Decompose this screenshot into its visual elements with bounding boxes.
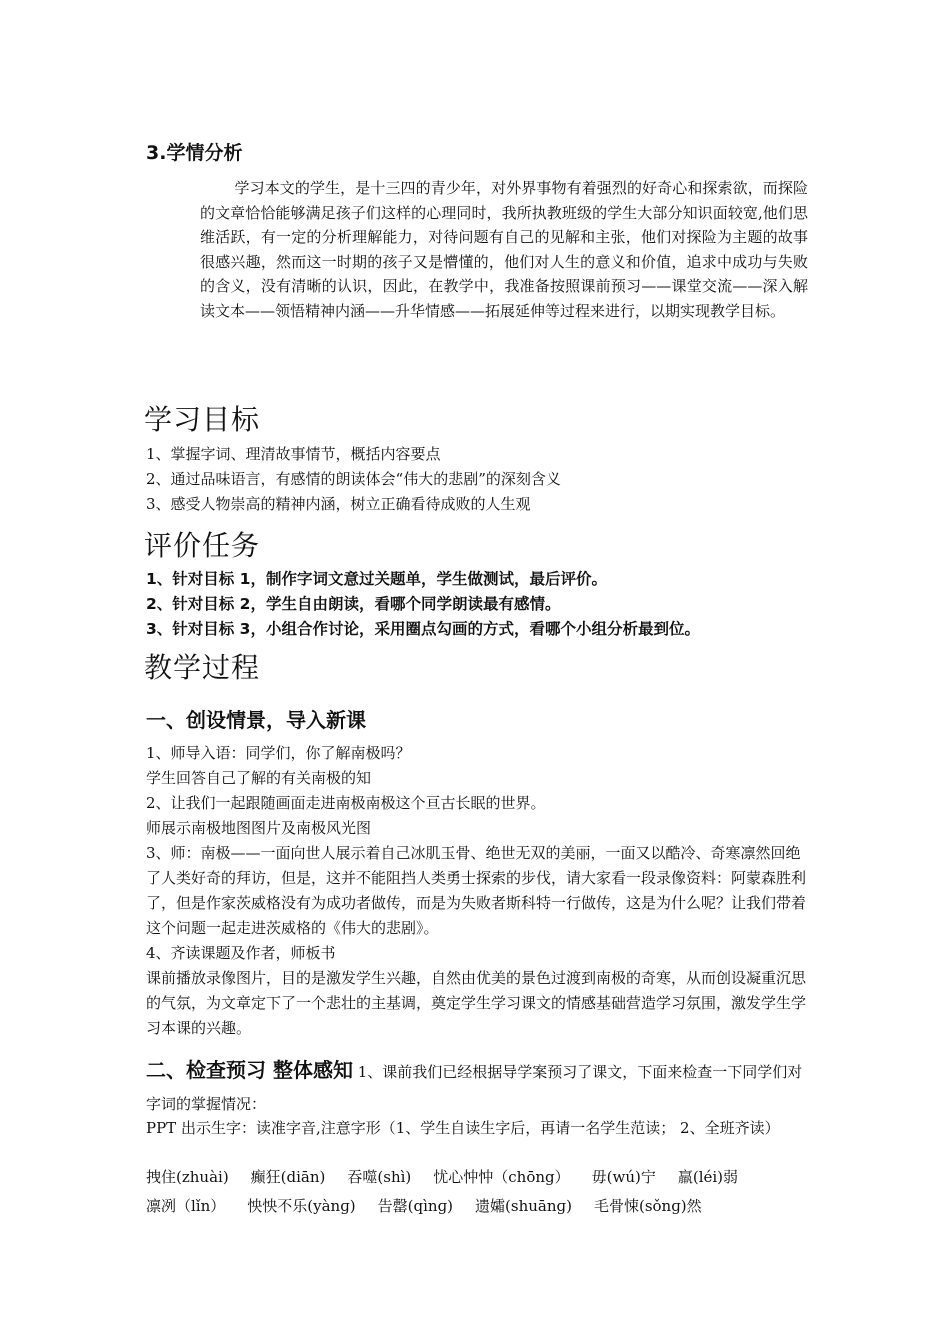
pinyin-row bbox=[146, 1163, 826, 1192]
word-item: 毛骨悚(sǒnɡ)然 bbox=[593, 1197, 702, 1215]
list-item: 2、通过品味语言，有感情的朗读体会“伟大的悲剧”的深刻含义 bbox=[146, 470, 561, 488]
word-item: 怏怏不乐(yànɡ) bbox=[247, 1197, 356, 1215]
paragraph: 1、师导入语：同学们，你了解南极吗？ bbox=[146, 744, 411, 762]
paragraph: 3、师：南极——一面向世人展示着自己冰肌玉骨、绝世无双的美丽，一面又以酷冷、奇寒凛然回绝了人类好奇的拜访，但是，这并不能阻挡人类勇士探索的步伐，请大家看一段录像资料：阿蒙森胜利了，但是作家茨威格没有为成功者做传，而是为失败者斯科特一行做传，这是为什么呢？让我们带着这个问题一起走进茨威格的《伟大的悲剧》。 bbox=[146, 844, 807, 937]
word-item: 凛冽（lǐn） bbox=[146, 1197, 226, 1215]
paragraph: 4、齐读课题及作者，师板书 bbox=[146, 944, 336, 962]
list-item: 3、针对目标 3，小组合作讨论，采用圈点勾画的方式，看哪个小组分析最到位。 bbox=[146, 620, 700, 638]
word-item: 羸(léi)弱 bbox=[677, 1168, 739, 1186]
goals-list bbox=[146, 442, 826, 517]
list-item: 2、针对目标 2，学生自由朗读，看哪个同学朗读最有感情。 bbox=[146, 595, 561, 613]
list-item: 1、针对目标 1，制作字词文意过关题单，学生做测试，最后评价。 bbox=[146, 570, 607, 588]
part2-intro: 1、课前我们已经根据导学案预习了课文，下面来检查一下同学们对字词的掌握情况： bbox=[146, 1063, 803, 1113]
process-heading: 教学过程 bbox=[144, 651, 261, 684]
part1-heading: 一、创设情景，导入新课 bbox=[146, 708, 366, 732]
part2-block bbox=[146, 1054, 806, 1120]
word-item: 告罄(qìnɡ) bbox=[377, 1197, 454, 1215]
paragraph: 2、让我们一起跟随画面走进南极南极这个亘古长眠的世界。 bbox=[146, 794, 546, 812]
list-item: 1、掌握字词、理清故事情节，概括内容要点 bbox=[146, 445, 441, 463]
pinyin-row bbox=[146, 1192, 826, 1221]
part2-heading: 二、检查预习 整体感知 bbox=[146, 1058, 353, 1082]
word-item: 吞噬(shì) bbox=[347, 1168, 412, 1186]
paragraph: 课前播放录像图片，目的是激发学生兴趣，自然由优美的景色过渡到南极的奇寒，从而创设凝重沉思的气氛，为文章定下了一个悲壮的主基调，奠定学生学习课文的情感基础营造学习氛围，激发学生学习本课的兴趣。 bbox=[146, 969, 807, 1037]
analysis-paragraph: 学习本文的学生，是十三四的青少年，对外界事物有着强烈的好奇心和探索欲，而探险的文章恰恰能够满足孩子们这样的心理同时，我所执教班级的学生大部分知识面较宽,他们思维活跃，有一定的分析理解能力，对待问题有自己的见解和主张，他们对探险为主题的故事很感兴趣，然而这一时期的孩子又是懵懂的，他们对人生的意义和价值，追求中成功与失败的含义，没有清晰的认识，因此，在教学中，我准备按照课前预习——课堂交流——深入解读文本——领悟精神内涵——升华情感——拓展延伸等过程来进行，以期实现教学目标。 bbox=[200, 179, 808, 320]
evaluation-list bbox=[146, 567, 846, 642]
section-heading-analysis: 3.学情分析 bbox=[146, 142, 243, 164]
paragraph: 师展示南极地图图片及南极风光图 bbox=[146, 819, 372, 837]
list-item: 3、感受人物崇高的精神内涵，树立正确看待成败的人生观 bbox=[146, 495, 531, 513]
word-item: 拽住(zhuài) bbox=[146, 1168, 229, 1186]
word-item: 忧心忡忡（chōng） bbox=[433, 1168, 570, 1186]
word-item: 癫狂(diān) bbox=[250, 1168, 326, 1186]
goals-heading: 学习目标 bbox=[144, 403, 261, 436]
paragraph: 学生回答自己了解的有关南极的知 bbox=[146, 769, 372, 787]
word-item: 遗孀(shuānɡ) bbox=[475, 1197, 572, 1215]
word-item: 毋(wú)宁 bbox=[591, 1168, 656, 1186]
part1-body bbox=[146, 741, 806, 1041]
ppt-line: PPT 出示生字：读准字音,注意字形（1、学生自读生字后，再请一名学生范读； 2、全班齐读） bbox=[146, 1119, 780, 1137]
evaluation-heading: 评价任务 bbox=[144, 529, 261, 562]
